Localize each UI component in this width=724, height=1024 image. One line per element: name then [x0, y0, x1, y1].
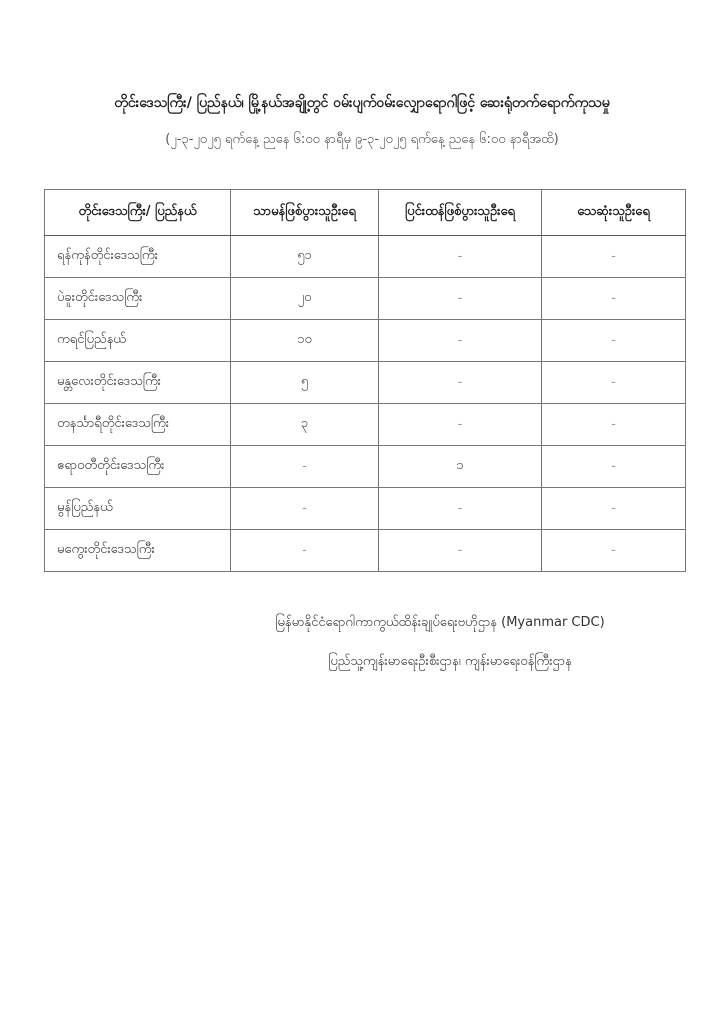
deaths-cell: - — [542, 530, 686, 572]
document-title: တိုင်းဒေသကြီး/ ပြည်နယ်၊ မြို့နယ်အချို့တွင် ဝမ်းပျက်ဝမ်းလျှောရောဂါဖြင့် ဆေးရုံတက်ရောက်ကုသမှု — [114, 95, 610, 111]
region-cell: မကွေးတိုင်းဒေသကြီး — [45, 530, 231, 572]
table-row — [45, 278, 686, 320]
mild-cases-cell: ၅ — [231, 362, 379, 404]
severe-cases-cell: - — [379, 278, 542, 320]
deaths-cell: - — [542, 404, 686, 446]
region-cell: မန္တလေးတိုင်းဒေသကြီး — [45, 362, 231, 404]
table-header-row — [45, 190, 686, 236]
table-body — [45, 236, 686, 572]
date-range-subtitle: (၂-၃-၂၀၂၅ ရက်နေ့ ညနေ ၆:၀၀ နာရီမှ ၉-၃-၂၀၂၅ ရက်နေ့ ညနေ ၆:၀၀ နာရီအထိ) — [165, 132, 559, 147]
cases-table — [44, 189, 686, 572]
deaths-cell: - — [542, 320, 686, 362]
header-mild-cases: သာမန်ဖြစ်ပွားသူဦးရေ — [231, 190, 379, 236]
mild-cases-cell: ၁၀ — [231, 320, 379, 362]
region-cell: ဧရာဝတီတိုင်းဒေသကြီး — [45, 446, 231, 488]
mild-cases-cell: - — [231, 530, 379, 572]
table-row — [45, 362, 686, 404]
deaths-cell: - — [542, 278, 686, 320]
footer-department-line: ပြည်သူ့ကျန်းမာရေးဦးစီးဌာန၊ ကျန်းမာရေးဝန်ကြီးဌာန — [328, 654, 572, 669]
region-cell: တနင်္သာရီတိုင်းဒေသကြီး — [45, 404, 231, 446]
severe-cases-cell: - — [379, 488, 542, 530]
severe-cases-cell: - — [379, 362, 542, 404]
deaths-cell: - — [542, 362, 686, 404]
severe-cases-cell: - — [379, 404, 542, 446]
table-row — [45, 320, 686, 362]
severe-cases-cell: - — [379, 320, 542, 362]
mild-cases-cell: ၂၀ — [231, 278, 379, 320]
table-row — [45, 404, 686, 446]
header-region: တိုင်းဒေသကြီး/ ပြည်နယ် — [45, 190, 231, 236]
severe-cases-cell: - — [379, 530, 542, 572]
severe-cases-cell: - — [379, 236, 542, 278]
table-row — [45, 446, 686, 488]
table-row — [45, 488, 686, 530]
header-deaths: သေဆုံးသူဦးရေ — [542, 190, 686, 236]
table-row — [45, 530, 686, 572]
region-cell: ရန်ကုန်တိုင်းဒေသကြီး — [45, 236, 231, 278]
deaths-cell: - — [542, 446, 686, 488]
mild-cases-cell: ၅၁ — [231, 236, 379, 278]
severe-cases-cell: ၁ — [379, 446, 542, 488]
header-severe-cases: ပြင်းထန်ဖြစ်ပွားသူဦးရေ — [379, 190, 542, 236]
region-cell: ပဲခူးတိုင်းဒေသကြီး — [45, 278, 231, 320]
region-cell: ကရင်ပြည်နယ် — [45, 320, 231, 362]
deaths-cell: - — [542, 488, 686, 530]
mild-cases-cell: ၃ — [231, 404, 379, 446]
table-row — [45, 236, 686, 278]
deaths-cell: - — [542, 236, 686, 278]
mild-cases-cell: - — [231, 446, 379, 488]
region-cell: မွန်ပြည်နယ် — [45, 488, 231, 530]
mild-cases-cell: - — [231, 488, 379, 530]
footer-agency-line: မြန်မာနိုင်ငံရောဂါကာကွယ်ထိန်းချုပ်ရေးဗဟိုဌာန (Myanmar CDC) — [275, 615, 605, 630]
